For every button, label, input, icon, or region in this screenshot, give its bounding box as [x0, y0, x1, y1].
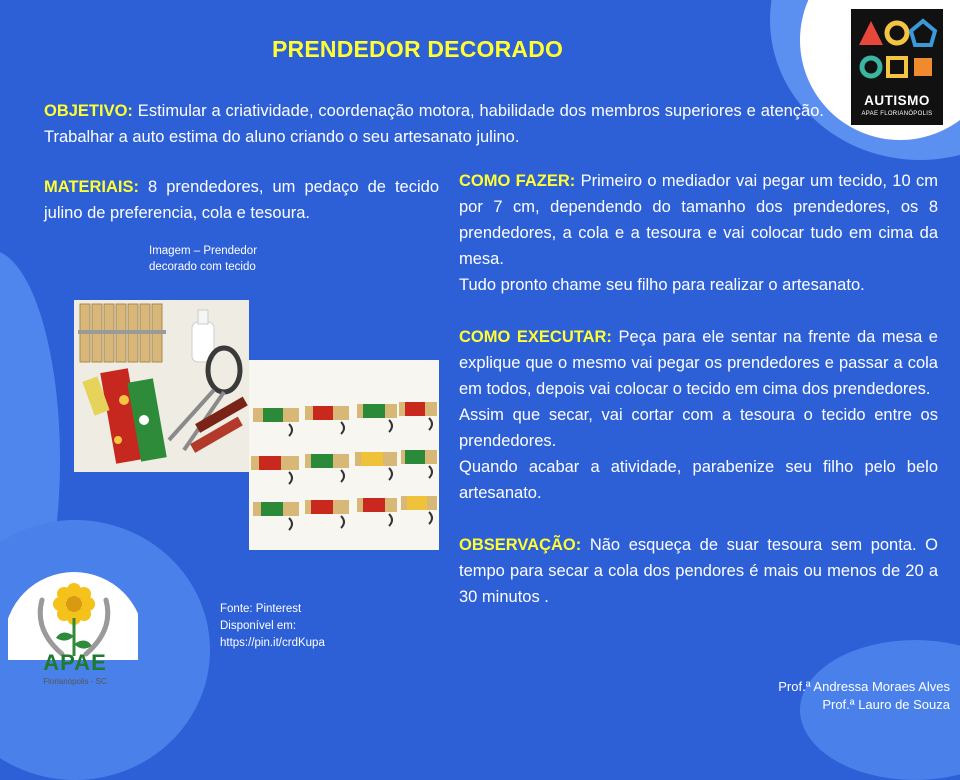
como-executar-paragraph: [459, 324, 938, 402]
como-fazer-text-2: Tudo pronto chame seu filho para realizar o artesanato.: [459, 276, 865, 294]
photo-materials: [74, 300, 249, 472]
autismo-logo-shapes-icon: [851, 9, 943, 93]
apae-logo: [8, 560, 138, 710]
page-title: PRENDEDOR DECORADO: [272, 36, 564, 62]
apae-flower-icon: [8, 560, 138, 660]
como-executar-text-2: Assim que secar, vai cortar com a tesoura o tecido entre os prendedores.: [459, 406, 938, 450]
credit-line-2: Prof.ª Lauro de Souza: [822, 697, 950, 712]
observacao-label: OBSERVAÇÃO:: [459, 536, 582, 554]
image-caption: Imagem – Prendedor decorado com tecido: [149, 245, 258, 273]
autismo-logo-word: AUTISMO: [864, 93, 930, 108]
como-executar-label: COMO EXECUTAR:: [459, 328, 612, 346]
credit-line-1: Prof.ª Andressa Moraes Alves: [778, 679, 950, 694]
source-line-2: Disponível em:: [220, 620, 297, 632]
objetivo-text: Estimular a criatividade, coordenação motora, habilidade dos membros superiores e atenção. Trabalhar a auto estima do aluno criando o seu artesanato julino.: [44, 102, 824, 146]
autismo-logo: [851, 9, 943, 125]
materiais-label: MATERIAIS:: [44, 178, 140, 196]
photo-decorated-clothespins: [249, 360, 439, 550]
observacao-text: Não esqueça de suar tesoura sem ponta. O tempo para secar a cola dos pendores é mais ou menos de 20 a 30 minutos .: [459, 536, 938, 606]
como-executar-text-3: Quando acabar a atividade, parabenize seu filho pelo belo artesanato.: [459, 458, 938, 502]
photo-materials-illustration: [74, 300, 249, 472]
observacao-paragraph: [459, 532, 938, 610]
materiais-text: 8 prendedores, um pedaço de tecido julino de preferencia, cola e tesoura.: [44, 178, 439, 222]
apae-logo-sub: Florianópolis - SC: [43, 677, 107, 686]
como-fazer-text: Primeiro o mediador vai pegar um tecido, 10 cm por 7 cm, dependendo do tamanho dos prendedores, os 8 prendedores, a cola e a tesoura e vai colocar tudo em cima da mesa.: [459, 172, 938, 268]
materiais-paragraph: [44, 174, 439, 226]
instructions-column: [459, 168, 938, 610]
credits: [778, 678, 950, 714]
objetivo-paragraph: [44, 98, 824, 150]
como-fazer-label: COMO FAZER:: [459, 172, 576, 190]
apae-logo-word: APAE: [43, 650, 107, 675]
autismo-logo-sub: APAE FLORIANÓPOLIS: [861, 111, 933, 117]
objetivo-label: OBJETIVO:: [44, 102, 133, 120]
como-executar-text: Peça para ele sentar na frente da mesa e explique que o mesmo vai pegar os prendedores e passar a cola em todos, depois vai colocar o tecido em cima dos prendedores.: [459, 328, 938, 398]
image-source: [220, 601, 325, 652]
source-line-1: Fonte: Pinterest: [220, 603, 302, 615]
source-url: https://pin.it/crdKupa: [220, 637, 325, 649]
photo-decorated-illustration: [249, 360, 439, 550]
como-fazer-paragraph: [459, 168, 938, 272]
